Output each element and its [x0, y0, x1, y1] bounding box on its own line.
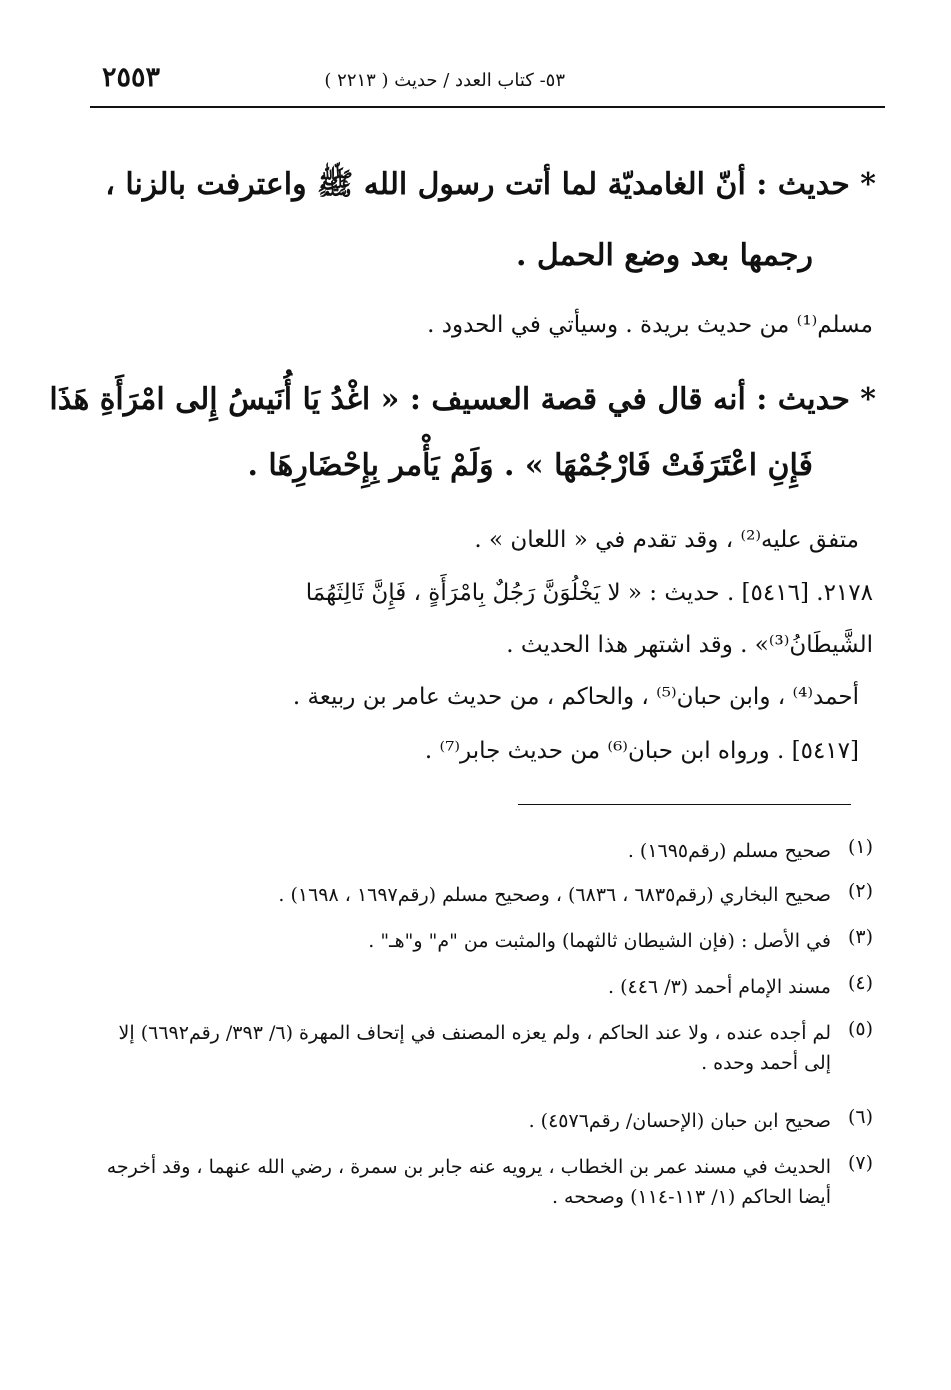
footnote-text: صحيح مسلم (رقم١٦٩٥) .: [627, 840, 831, 862]
footnote-text: صحيح البخاري (رقم٦٨٣٥ ، ٦٨٣٦) ، وصحيح مسلم (رقم١٦٩٧ ، ١٦٩٨) .: [278, 884, 831, 906]
footnote-text: صحيح ابن حبان (الإحسان/ رقم٤٥٧٦) .: [528, 1110, 831, 1132]
source-line-ahmad: أحمد⁽⁴⁾ ، وابن حبان⁽⁵⁾ ، والحاكم ، من حديث عامر بن ربيعة .: [292, 684, 859, 710]
footnote-number: (٦): [847, 1106, 873, 1128]
footnote-number: (٤): [847, 972, 873, 994]
footnote-text: مسند الإمام أحمد (٣/ ٤٤٦) .: [608, 976, 831, 998]
hadith-2178-line-1: ٢١٧٨. [٥٤١٦] . حديث : « لا يَخْلُوَنَّ رَجُلٌ بِامْرَأَةٍ ، فَإِنَّ ثَالِثَهُمَا: [305, 580, 873, 606]
source-line-agreed: متفق عليه⁽²⁾ ، وقد تقدم في « اللعان » .: [474, 527, 859, 553]
page-header: [90, 58, 885, 108]
footnote-number: (١): [847, 836, 873, 858]
footnote-number: (٢): [847, 880, 873, 902]
footnote-separator: [518, 804, 851, 805]
source-line-muslim: مسلم⁽¹⁾ من حديث بريدة . وسيأتي في الحدود .: [427, 312, 873, 338]
running-title: ٥٣- كتاب العدد / حديث ( ٢٢١٣ ): [324, 70, 565, 91]
hadith-line-1: * حديث : أنّ الغامديّة لما أتت رسول الله ﷺ واعترفت بالزنا ،: [105, 167, 876, 202]
hadith-line-3: * حديث : أنه قال في قصة العسيف : « اغْدُ يَا أُنَيسُ إِلى امْرَأَةِ هَذَا: [49, 382, 876, 417]
footnote-number: (٥): [847, 1018, 873, 1040]
footnote-number: (٧): [847, 1152, 873, 1174]
hadith-line-4: فَإِنِ اعْتَرَفَتْ فَارْجُمْهَا » . وَلَمْ يَأْمر بِإِحْضَارِهَا .: [247, 448, 813, 483]
footnote-text: لم أجده عنده ، ولا عند الحاكم ، ولم يعزه المصنف في إتحاف المهرة (٦/ ٣٩٣/ رقم٦٦٩٢) إلا إلى أحمد وحده .: [118, 1022, 831, 1074]
footnote-text: في الأصل : (فإن الشيطان ثالثهما) والمثبت من "م" و"هـ" .: [368, 930, 831, 952]
footnote-text: الحديث في مسند عمر بن الخطاب ، يرويه عنه جابر بن سمرة ، رضي الله عنهما ، وقد أخرجه أيضا الحاكم (١/ ١١٣-١١٤) وصححه .: [106, 1156, 831, 1208]
page-number: ٢٥٥٣: [102, 62, 161, 93]
footnote-number: (٣): [847, 926, 873, 948]
source-line-ibn-hibban: [٥٤١٧] . ورواه ابن حبان⁽⁶⁾ من حديث جابر⁽⁷⁾ .: [424, 738, 859, 764]
hadith-2178-line-2: الشَّيطَانُ⁽³⁾» . وقد اشتهر هذا الحديث .: [506, 632, 873, 658]
hadith-line-2: رجمها بعد وضع الحمل .: [516, 238, 813, 273]
